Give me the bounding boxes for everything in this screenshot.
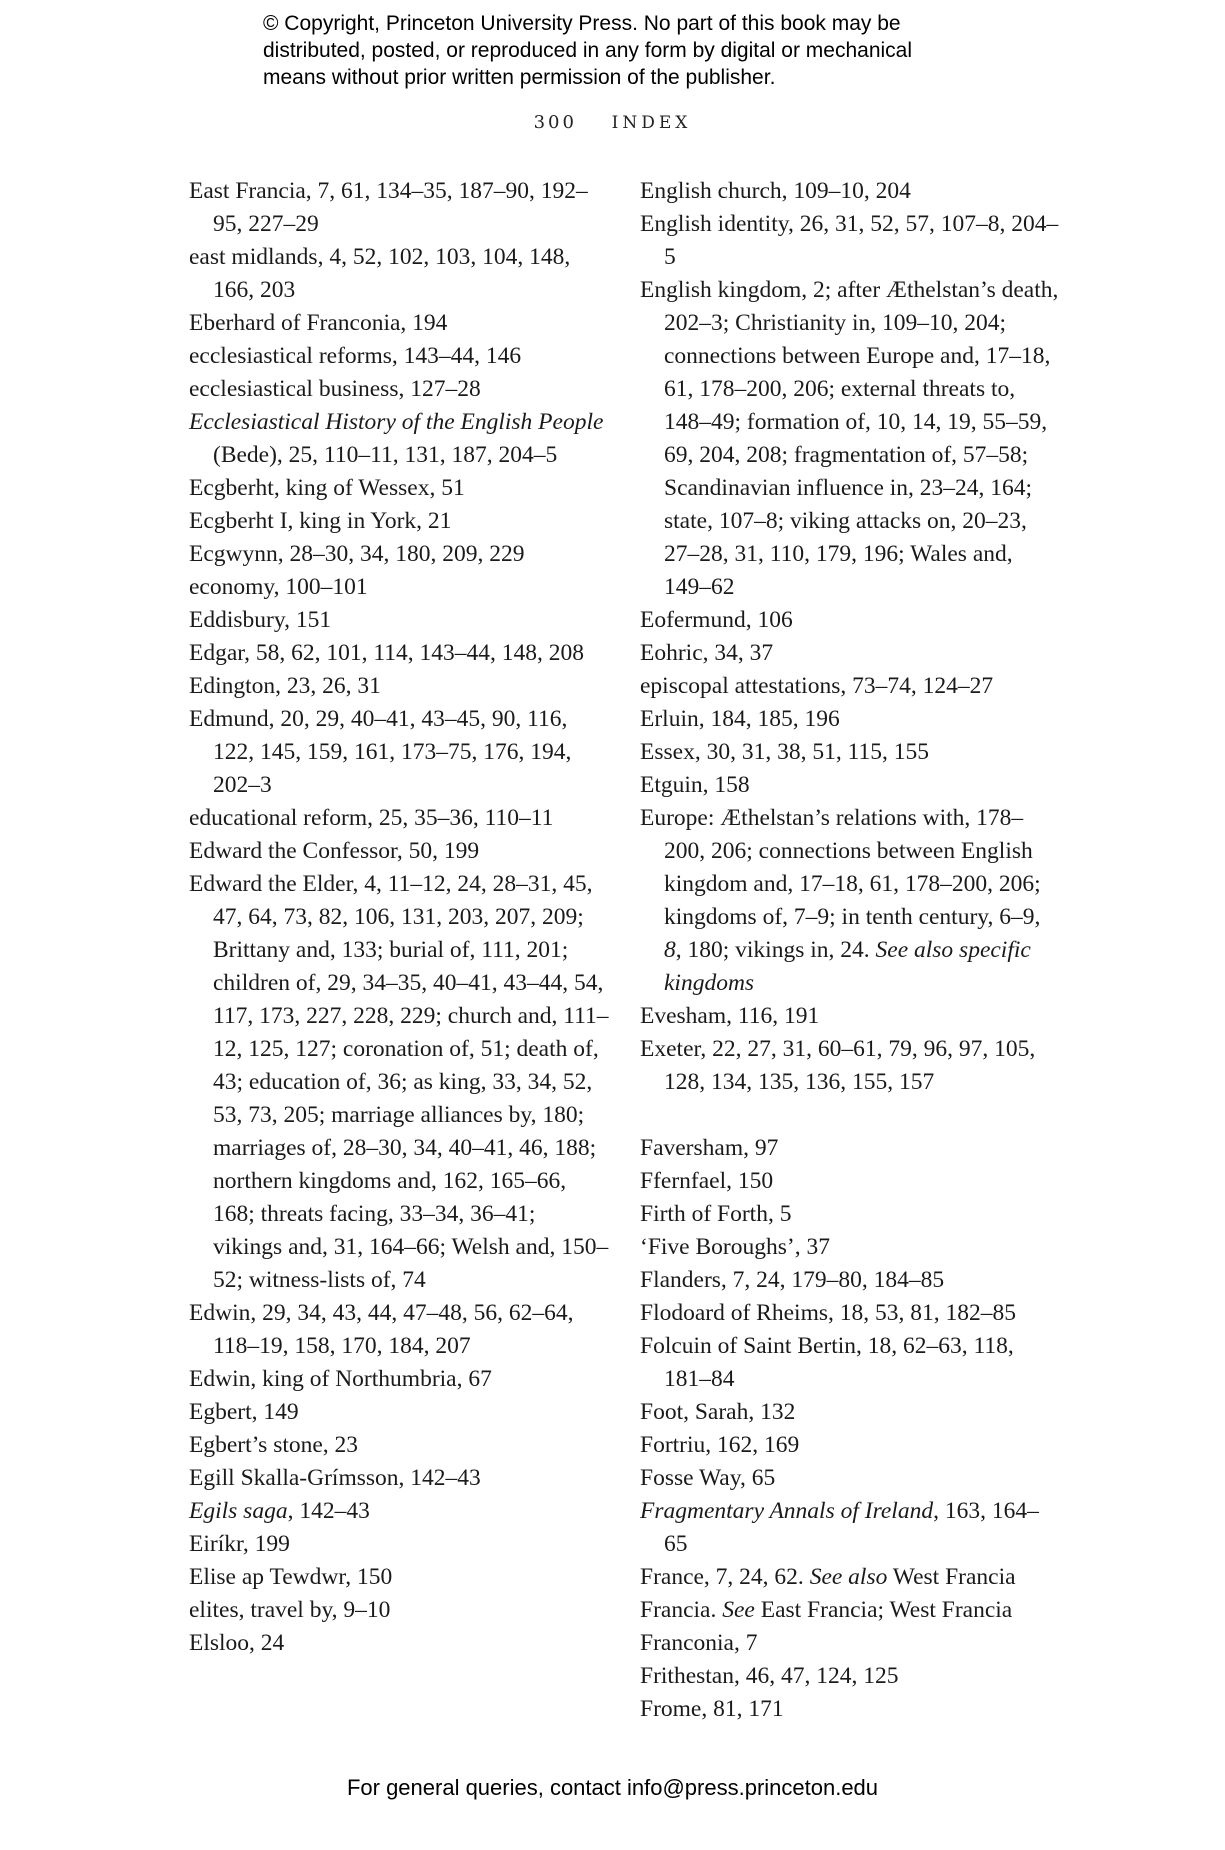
index-entry-italic: See also specific kingdoms [664,937,1031,996]
index-entry-text: Edgar, 58, 62, 101, 114, 143–44, 148, 208 [189,640,585,666]
index-entry-text: Foot, Sarah, 132 [640,1399,796,1425]
index-entry [189,637,609,670]
copyright-notice [263,10,1023,91]
index-entry-italic: See also [809,1564,888,1590]
index-entry-text: economy, 100–101 [189,574,368,600]
index-entry [640,1165,1060,1198]
index-entry [189,406,609,472]
index-entry-italic: Egils saga [189,1498,288,1524]
index-entry-text: Eofermund, 106 [640,607,793,633]
index-entry [189,505,609,538]
index-entry [640,1561,1060,1594]
index-entry [640,1495,1060,1561]
index-entry-text: Folcuin of Saint Bertin, 18, 62–63, 118, 181–84 [640,1333,1014,1392]
index-entry [189,307,609,340]
index-entry-text: Edward the Elder, 4, 11–12, 24, 28–31, 45, 47, 64, 73, 82, 106, 131, 203, 207, 209; Brittany and, 133; burial of, 111, 201; children of, 29, 34–35, 40–41, 43–44, 54, 117, 173, 227, 228, 229; church and, 111–12, 125, 127; coronation of, 51; death of, 43; education of, 36; as king, 33, 34, 52, 53, 73, 205; marriage alliances by, 180; marriages of, 28–30, 34, 40–41, 46, 188; northern kingdoms and, 162, 165–66, 168; threats facing, 33–34, 36–41; vikings and, 31, 164–66; Welsh and, 150–52; witness-lists of, 74 [189,871,609,1293]
index-entry-text: Europe: Æthelstan’s relations with, 178–200, 206; connections between English kingdom and, 17–18, 61, 178–200, 206; kingdoms of, 7–9; in tenth century, 6–9, [640,805,1041,930]
index-entry-text: Egill Skalla-Grímsson, 142–43 [189,1465,481,1491]
index-entry-text: Edwin, 29, 34, 43, 44, 47–48, 56, 62–64, 118–19, 158, 170, 184, 207 [189,1300,574,1359]
index-entry [189,604,609,637]
index-entry-text: ‘Five Boroughs’, 37 [640,1234,830,1260]
copyright-line: © Copyright, Princeton University Press. No part of this book may be [263,12,901,35]
index-entry [640,1198,1060,1231]
index-entry-text: East Francia; West Francia [754,1597,1013,1623]
index-entry [189,538,609,571]
index-entry-italic: See [722,1597,755,1623]
index-entry [640,1462,1060,1495]
index-entry-text: Essex, 30, 31, 38, 51, 115, 155 [640,739,929,765]
index-entry-text: Franconia, 7 [640,1630,758,1656]
index-entry-text: English kingdom, 2; after Æthelstan’s death, 202–3; Christianity in, 109–10, 204; connections between Europe and, 17–18, 61, 178–200, 206; external threats to, 148–49; formation of, 10, 14, 19, 55–59, 69, 204, 208; fragmentation of, 57–58; Scandinavian influence in, 23–24, 164; state, 107–8; viking attacks on, 20–23, 27–28, 31, 110, 179, 196; Wales and, 149–62 [640,277,1059,600]
index-entry [640,1594,1060,1627]
index-entry-text: , 142–43 [287,1498,370,1524]
index-entry [189,1627,609,1660]
index-entry-text: , 180; vikings in, 24. [675,937,876,963]
index-entry-text: English identity, 26, 31, 52, 57, 107–8, 204–5 [640,211,1059,270]
index-entry [640,703,1060,736]
index-entry-text: Ecgwynn, 28–30, 34, 180, 209, 229 [189,541,525,567]
index-entry [640,604,1060,637]
index-entry-text: ecclesiastical reforms, 143–44, 146 [189,343,522,369]
index-entry [189,1429,609,1462]
index-entry [189,1594,609,1627]
index-entry-text: Edington, 23, 26, 31 [189,673,381,699]
index-entry-text: East Francia, 7, 61, 134–35, 187–90, 192–95, 227–29 [189,178,588,237]
index-entry [189,1495,609,1528]
index-entry-text: France, 7, 24, 62. [640,1564,810,1590]
index-entry [189,241,609,307]
copyright-line: means without prior written permission of the publisher. [263,66,776,89]
index-entry-text: (Bede), 25, 110–11, 131, 187, 204–5 [213,442,558,468]
page-number: 300 [533,112,577,133]
index-entry-text: Egbert’s stone, 23 [189,1432,359,1458]
index-entry-text: Exeter, 22, 27, 31, 60–61, 79, 96, 97, 105, 128, 134, 135, 136, 155, 157 [640,1036,1036,1095]
index-entry-text: Edmund, 20, 29, 40–41, 43–45, 90, 116, 122, 145, 159, 161, 173–75, 176, 194, 202–3 [189,706,572,798]
index-entry-text: Francia. [640,1597,723,1623]
index-entry-text: Eiríkr, 199 [189,1531,290,1557]
index-entry-text: Edward the Confessor, 50, 199 [189,838,480,864]
index-entry [189,1528,609,1561]
index-entry-text: Flanders, 7, 24, 179–80, 184–85 [640,1267,945,1293]
index-entry-text: Fortriu, 162, 169 [640,1432,800,1458]
index-entry [189,340,609,373]
index-column-left [189,175,609,1660]
index-entry-text: episcopal attestations, 73–74, 124–27 [640,673,994,699]
index-entry-text: Elise ap Tewdwr, 150 [189,1564,393,1590]
index-entry [640,1693,1060,1726]
index-entry [640,1264,1060,1297]
letter-group-spacer [640,1099,1060,1132]
index-entry-text: Frithestan, 46, 47, 124, 125 [640,1663,899,1689]
index-entry-text: educational reform, 25, 35–36, 110–11 [189,805,554,831]
index-entry-text: Eberhard of Franconia, 194 [189,310,448,336]
index-entry-text: West Francia [887,1564,1016,1590]
running-head [0,112,1225,133]
index-entry-text: Edwin, king of Northumbria, 67 [189,1366,492,1392]
index-entry [640,1660,1060,1693]
index-entry-text: Eohric, 34, 37 [640,640,774,666]
index-entry [640,274,1060,604]
index-entry [189,373,609,406]
index-entry [189,802,609,835]
index-entry [189,703,609,802]
index-entry [640,1000,1060,1033]
index-entry [640,1297,1060,1330]
index-entry-text: Firth of Forth, 5 [640,1201,792,1227]
index-entry [640,208,1060,274]
index-entry-text: Frome, 81, 171 [640,1696,784,1722]
index-entry-text: , 163, 164–65 [664,1498,1039,1557]
index-entry-text: Fosse Way, 65 [640,1465,776,1491]
index-entry-text: Ffernfael, 150 [640,1168,774,1194]
index-entry [640,1429,1060,1462]
index-entry-text: elites, travel by, 9–10 [189,1597,391,1623]
index-entry [189,1462,609,1495]
index-entry-text: Etguin, 158 [640,772,750,798]
index-entry [640,1627,1060,1660]
index-column-right [640,175,1060,1726]
index-entry-italic: Ecclesiastical History of the English People [189,409,604,435]
index-entry-text: Faversham, 97 [640,1135,779,1161]
index-entry [189,1561,609,1594]
index-entry-text: English church, 109–10, 204 [640,178,911,204]
index-entry [189,1396,609,1429]
index-entry [189,472,609,505]
index-entry-text: Erluin, 184, 185, 196 [640,706,840,732]
index-entry-italic: 8 [664,937,676,963]
footer-contact: For general queries, contact info@press.princeton.edu [346,1775,879,1800]
index-entry-text: Eddisbury, 151 [189,607,332,633]
index-entry-text: Elsloo, 24 [189,1630,285,1656]
index-entry-text: Egbert, 149 [189,1399,299,1425]
index-entry [189,571,609,604]
index-entry [640,769,1060,802]
index-entry-text: Ecgberht I, king in York, 21 [189,508,452,534]
index-entry-text: Flodoard of Rheims, 18, 53, 81, 182–85 [640,1300,1016,1326]
index-entry [640,175,1060,208]
index-entry [640,736,1060,769]
index-entry [640,1231,1060,1264]
index-entry [640,1132,1060,1165]
index-entry [189,175,609,241]
index-entry [189,670,609,703]
index-entry [640,637,1060,670]
index-entry [640,1330,1060,1396]
index-entry-italic: Fragmentary Annals of Ireland [640,1498,934,1524]
section-title: INDEX [611,113,692,133]
index-entry [640,1033,1060,1099]
index-entry [189,868,609,1297]
index-entry-text: Ecgberht, king of Wessex, 51 [189,475,465,501]
index-entry-text: east midlands, 4, 52, 102, 103, 104, 148, 166, 203 [189,244,571,303]
index-entry [640,1396,1060,1429]
index-entry [640,670,1060,703]
index-entry-text: Evesham, 116, 191 [640,1003,820,1029]
copyright-line: distributed, posted, or reproduced in any form by digital or mechanical [263,39,913,62]
index-entry [640,802,1060,1000]
index-entry [189,1297,609,1363]
index-entry-text: ecclesiastical business, 127–28 [189,376,481,402]
index-entry [189,835,609,868]
index-entry [189,1363,609,1396]
